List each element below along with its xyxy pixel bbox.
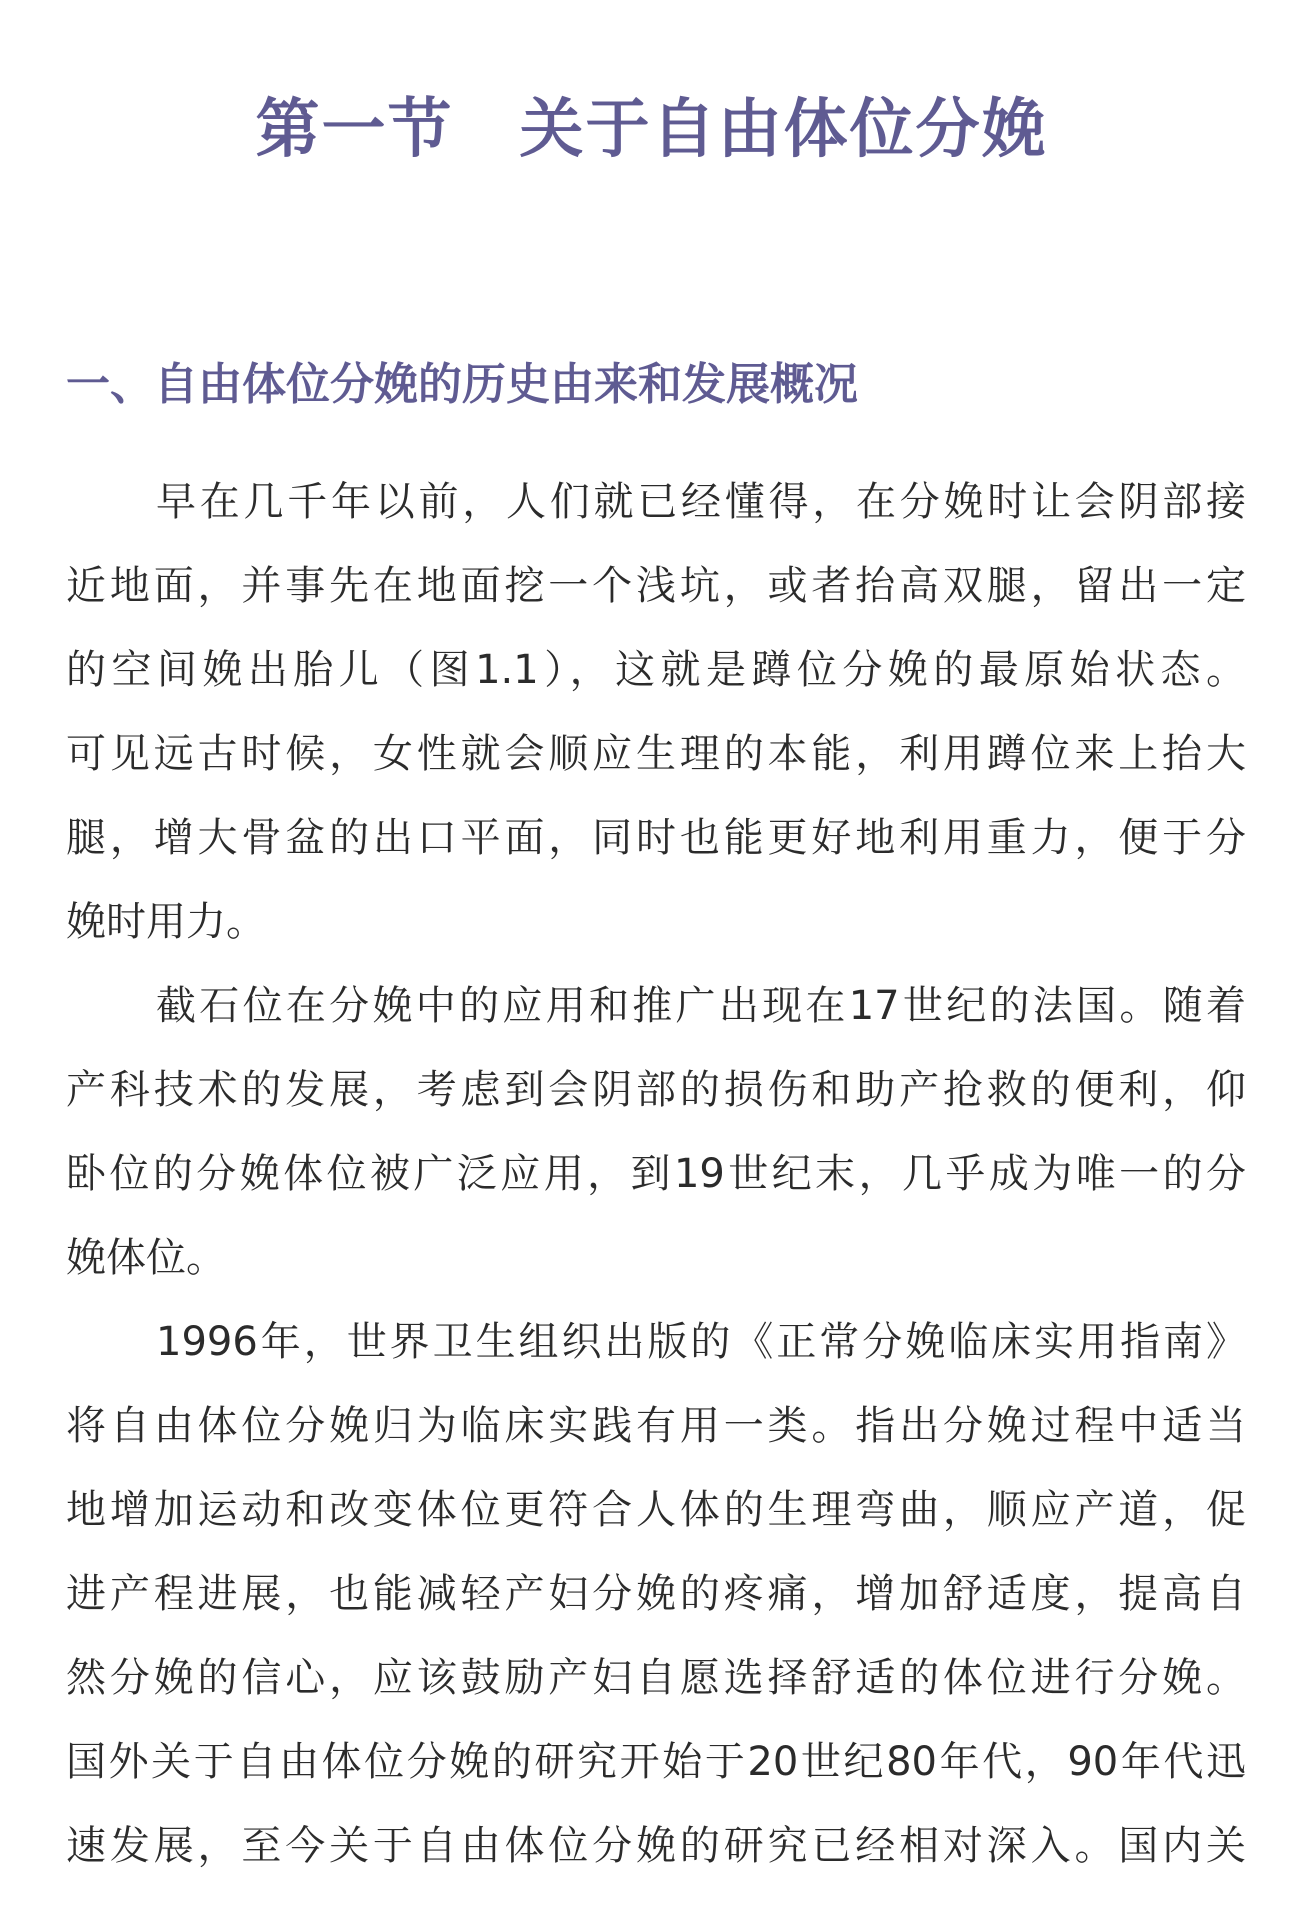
paragraph-1-line-1: 早在几千年以前，人们就已经懂得，在分娩时让会阴部接 bbox=[156, 479, 1246, 525]
body-text bbox=[66, 460, 1246, 1888]
paragraph-1-line-4: 可见远古时候，女性就会顺应生理的本能，利用蹲位来上抬大 bbox=[66, 731, 1246, 777]
chapter-title: 第一节 关于自由体位分娩 bbox=[255, 92, 1048, 167]
paragraph-1-line-3: 的空间娩出胎儿（图1.1），这就是蹲位分娩的最原始状态。 bbox=[66, 647, 1246, 693]
section-heading: 一、自由体位分娩的历史由来和发展概况 bbox=[66, 359, 858, 410]
paragraph-3-line-7: 速发展，至今关于自由体位分娩的研究已经相对深入。国内关 bbox=[66, 1823, 1246, 1869]
paragraph-3-line-3: 地增加运动和改变体位更符合人体的生理弯曲，顺应产道，促 bbox=[66, 1487, 1246, 1533]
paragraph-2-line-3: 卧位的分娩体位被广泛应用，到19世纪末，几乎成为唯一的分 bbox=[66, 1151, 1246, 1197]
paragraph-1-line-6: 娩时用力。 bbox=[66, 899, 266, 945]
paragraph-3-line-4: 进产程进展，也能减轻产妇分娩的疼痛，增加舒适度，提高自 bbox=[66, 1571, 1246, 1617]
paragraph-3-line-2: 将自由体位分娩归为临床实践有用一类。指出分娩过程中适当 bbox=[66, 1403, 1246, 1449]
paragraph-1-line-5: 腿，增大骨盆的出口平面，同时也能更好地利用重力，便于分 bbox=[66, 815, 1246, 861]
paragraph-3-line-5: 然分娩的信心，应该鼓励产妇自愿选择舒适的体位进行分娩。 bbox=[66, 1655, 1246, 1701]
paragraph-3-line-1: 1996年，世界卫生组织出版的《正常分娩临床实用指南》 bbox=[156, 1319, 1246, 1365]
paragraph-2-line-1: 截石位在分娩中的应用和推广出现在17世纪的法国。随着 bbox=[156, 983, 1246, 1029]
paragraph-2-line-4: 娩体位。 bbox=[66, 1235, 226, 1281]
paragraph-3-line-6: 国外关于自由体位分娩的研究开始于20世纪80年代，90年代迅 bbox=[66, 1739, 1246, 1785]
paragraph-2-line-2: 产科技术的发展，考虑到会阴部的损伤和助产抢救的便利，仰 bbox=[66, 1067, 1246, 1113]
paragraph-1-line-2: 近地面，并事先在地面挖一个浅坑，或者抬高双腿，留出一定 bbox=[66, 563, 1246, 609]
